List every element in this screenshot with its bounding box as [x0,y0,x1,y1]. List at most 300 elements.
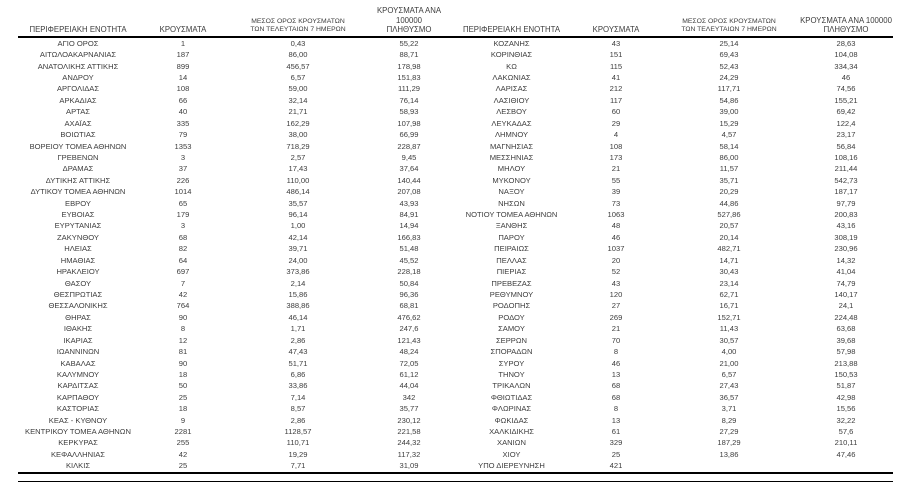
value-cell: 41 [611,72,621,82]
value-cell: 64 [178,255,188,265]
region-name-cell: ΡΕΘΥΜΝΟΥ [489,289,534,299]
region-name-cell: ΠΑΡΟΥ [498,232,525,242]
region-name-cell: ΚΕΑΣ - ΚΥΘΝΟΥ [48,415,108,425]
region-name-cell: ΦΩΚΙΔΑΣ [494,415,529,425]
value-cell: 150,53 [834,369,858,379]
value-cell: 542,73 [834,175,858,185]
value-cell: 39,68 [836,335,856,345]
header-cases-left-label: ΚΡΟΥΣΜΑΤΑ [159,25,207,34]
header-region-right-label: ΠΕΡΙΦΕΡΕΙΑΚΗ ΕΝΟΤΗΤΑ [462,25,561,34]
region-name-cell: ΘΕΣΣΑΛΟΝΙΚΗΣ [48,301,108,311]
region-name-cell: ΡΟΔΟΥ [498,312,525,322]
value-cell: 308,19 [834,232,858,242]
value-cell: 110,71 [286,438,310,448]
region-name-cell: ΣΕΡΡΩΝ [495,335,528,345]
value-cell: 28,63 [836,38,856,48]
value-cell: 46,14 [288,312,308,322]
value-cell: 56,84 [836,141,856,151]
value-cell: 84,91 [399,210,419,220]
value-cell: 40 [178,107,188,117]
value-cell: 86,00 [288,50,308,60]
value-cell: 25 [611,449,621,459]
region-name-cell: ΓΡΕΒΕΝΩΝ [57,152,99,162]
value-cell: 1,71 [290,324,306,334]
value-cell: 247,6 [399,324,419,334]
value-cell: 35,71 [719,175,739,185]
value-cell: 8 [613,347,619,357]
value-cell: 52,43 [719,61,739,71]
region-name-cell: ΛΗΜΝΟΥ [494,130,529,140]
region-name-cell: ΖΑΚΥΝΘΟΥ [57,232,99,242]
header-per100k-left-line2: ΠΛΗΘΥΣΜΟ [386,25,432,34]
value-cell: 4,00 [721,347,737,357]
value-cell: 230,12 [397,415,421,425]
value-cell: 42,14 [288,232,308,242]
region-name-cell: ΑΝΑΤΟΛΙΚΗΣ ΑΤΤΙΚΗΣ [37,61,119,71]
value-cell: 8 [613,404,619,414]
value-cell: 0,43 [290,38,306,48]
value-cell: 47,46 [836,449,856,459]
value-cell: 66,99 [399,130,419,140]
value-cell: 74,79 [836,278,856,288]
region-name-cell: ΗΛΕΙΑΣ [64,244,92,254]
value-cell: 27,29 [719,427,739,437]
region-name-cell: ΝΟΤΙΟΥ ΤΟΜΕΑ ΑΘΗΝΩΝ [465,210,558,220]
value-cell: 1063 [607,210,625,220]
value-cell: 35,57 [288,198,308,208]
value-cell: 200,83 [834,210,858,220]
value-cell: 82 [178,244,188,254]
value-cell: 13 [611,369,621,379]
value-cell: 1353 [174,141,192,151]
region-name-cell: ΣΥΡΟΥ [498,358,525,368]
value-cell: 54,86 [719,95,739,105]
value-cell: 15,29 [719,118,739,128]
value-cell: 8,29 [721,415,737,425]
value-cell: 13 [611,415,621,425]
region-name-cell: ΗΜΑΘΙΑΣ [60,255,96,265]
value-cell: 228,87 [397,141,421,151]
value-cell: 46 [611,358,621,368]
header-region-right [450,6,573,35]
value-cell: 46 [841,72,851,82]
region-name-cell: ΙΘΑΚΗΣ [63,324,93,334]
value-cell: 69,42 [836,107,856,117]
value-cell: 456,57 [286,61,310,71]
value-cell: 21 [611,164,621,174]
header-avg7-right [659,6,799,35]
region-name-cell: ΚΑΣΤΟΡΙΑΣ [56,404,100,414]
region-name-cell: ΡΟΔΟΠΗΣ [492,301,531,311]
value-cell: 37,64 [399,164,419,174]
header-cases-right-label: ΚΡΟΥΣΜΑΤΑ [592,25,640,34]
value-cell: 19,29 [288,449,308,459]
region-name-cell: ΙΚΑΡΙΑΣ [63,335,93,345]
value-cell: 2,86 [290,415,306,425]
region-name-cell: ΚΕΝΤΡΙΚΟΥ ΤΟΜΕΑ ΑΘΗΝΩΝ [25,427,131,437]
value-cell: 44,86 [719,198,739,208]
value-cell: 9,45 [401,152,417,162]
region-name-cell: ΚΩ [506,61,517,71]
value-cell: 11,43 [719,324,739,334]
value-cell: 255 [176,438,190,448]
value-cell: 57,6 [838,427,854,437]
value-cell: 111,29 [397,84,421,94]
value-cell: 482,71 [717,244,741,254]
value-cell: 213,88 [834,358,858,368]
value-cell: 187 [176,50,190,60]
region-name-cell: ΚΑΒΑΛΑΣ [60,358,96,368]
value-cell: 151,83 [397,72,421,82]
value-cell: 3 [180,221,186,231]
value-cell: 17,43 [288,164,308,174]
value-cell: 14,32 [836,255,856,265]
value-cell: 226 [176,175,190,185]
value-cell: 476,62 [397,312,421,322]
value-cell: 27 [611,301,621,311]
value-cell: 230,96 [834,244,858,254]
region-name-cell: ΕΒΡΟΥ [65,198,91,208]
value-cell: 24,00 [288,255,308,265]
value-cell: 88,71 [399,50,419,60]
value-cell: 2281 [174,427,192,437]
header-avg7-right-line2: ΤΩΝ ΤΕΛΕΥΤΑΙΩΝ 7 ΗΜΕΡΩΝ [681,26,777,33]
value-cell: 24,29 [719,72,739,82]
value-cell: 21,00 [719,358,739,368]
value-cell: 14,94 [399,221,419,231]
value-cell: 3 [180,152,186,162]
bottom-rule [18,481,893,482]
value-cell: 527,86 [717,210,741,220]
region-name-cell: ΠΕΙΡΑΙΩΣ [494,244,529,254]
value-cell: 335 [176,118,190,128]
header-per100k-right [799,6,893,35]
value-cell: 110,00 [286,175,310,185]
value-cell: 81 [178,347,188,357]
header-region-left-label: ΠΕΡΙΦΕΡΕΙΑΚΗ ΕΝΟΤΗΤΑ [29,25,127,34]
value-cell: 122,4 [836,118,856,128]
value-cell: 178,98 [397,61,421,71]
value-cell: 63,68 [836,324,856,334]
value-cell: 718,29 [286,141,310,151]
region-name-cell: ΜΑΓΝΗΣΙΑΣ [489,141,534,151]
value-cell: 15,56 [836,404,856,414]
value-cell: 44,04 [399,381,419,391]
value-cell: 108 [176,84,190,94]
header-avg7-left-line1: ΜΕΣΟΣ ΟΡΟΣ ΚΡΟΥΣΜΑΤΩΝ [251,17,345,25]
value-cell: 120 [609,289,623,299]
value-cell: 51,87 [836,381,856,391]
value-cell: 18 [178,369,188,379]
region-name-cell: ΤΗΝΟΥ [498,369,525,379]
region-name-cell: ΛΑΚΩΝΙΑΣ [492,72,531,82]
value-cell: 45,52 [399,255,419,265]
value-cell: 61 [611,427,621,437]
region-name-cell: ΣΑΜΟΥ [498,324,525,334]
value-cell: 43,16 [836,221,856,231]
value-cell: 23,17 [836,130,856,140]
value-cell: 42 [178,289,188,299]
value-cell: 7 [180,278,186,288]
value-cell: 23,14 [719,278,739,288]
value-cell: 224,48 [834,312,858,322]
value-cell: 32,14 [288,95,308,105]
value-cell: 329 [609,438,623,448]
region-name-cell: ΜΕΣΣΗΝΙΑΣ [489,152,534,162]
header-avg7-right-line1: ΜΕΣΟΣ ΟΡΟΣ ΚΡΟΥΣΜΑΤΩΝ [682,17,776,25]
value-cell: 151 [609,50,623,60]
value-cell: 69,43 [719,50,739,60]
value-cell: 55 [611,175,621,185]
value-cell: 15,86 [288,289,308,299]
value-cell: 20 [611,255,621,265]
region-name-cell: ΛΕΣΒΟΥ [496,107,527,117]
region-name-cell: ΣΠΟΡΑΔΩΝ [490,347,533,357]
value-cell: 2,57 [290,152,306,162]
value-cell: 4,57 [721,130,737,140]
header-cases-right [573,6,659,35]
header-avg7-left-line2: ΤΩΝ ΤΕΛΕΥΤΑΙΩΝ 7 ΗΜΕΡΩΝ [250,26,346,33]
value-cell: 38,00 [288,130,308,140]
value-cell: 8 [180,324,186,334]
value-cell: 20,29 [719,187,739,197]
region-name-cell: ΧΙΟΥ [502,449,521,459]
region-name-cell: ΧΑΛΚΙΔΙΚΗΣ [489,427,534,437]
value-cell: 899 [176,61,190,71]
value-cell: 14,71 [719,255,739,265]
value-cell: 43 [611,278,621,288]
region-name-cell: ΚΕΦΑΛΛΗΝΙΑΣ [50,449,106,459]
value-cell [659,460,799,471]
region-name-cell: ΕΥΡΥΤΑΝΙΑΣ [54,221,102,231]
value-cell: 179 [176,210,190,220]
value-cell: 57,98 [836,347,856,357]
value-cell: 41,04 [836,267,856,277]
value-cell: 58,14 [719,141,739,151]
region-name-cell: ΑΡΓΟΛΙΔΑΣ [56,84,100,94]
region-name-cell: ΚΟΡΙΝΘΙΑΣ [490,50,533,60]
value-cell: 104,08 [834,50,858,60]
value-cell: 1,00 [290,221,306,231]
region-name-cell: ΜΥΚΟΝΟΥ [492,175,531,185]
region-name-cell: ΠΡΕΒΕΖΑΣ [491,278,532,288]
header-cases-left [138,6,228,35]
region-name-cell: ΛΑΡΙΣΑΣ [495,84,528,94]
value-cell: 59,00 [288,84,308,94]
region-name-cell: ΔΡΑΜΑΣ [62,164,94,174]
region-name-cell: ΑΡΤΑΣ [66,107,90,117]
value-cell: 68 [611,381,621,391]
value-cell: 108,16 [834,152,858,162]
value-cell: 51,48 [399,244,419,254]
region-name-cell: ΛΕΥΚΑΔΑΣ [491,118,532,128]
value-cell: 388,86 [286,301,310,311]
header-per100k-left-line1: ΚΡΟΥΣΜΑΤΑ ΑΝΑ 100000 [376,6,442,25]
value-cell: 32,22 [836,415,856,425]
value-cell: 334,34 [834,61,858,71]
value-cell: 155,21 [834,95,858,105]
value-cell: 48,24 [399,347,419,357]
region-name-cell: ΙΩΑΝΝΙΝΩΝ [56,347,100,357]
value-cell: 50 [178,381,188,391]
value-cell: 90 [178,312,188,322]
value-cell: 9 [180,415,186,425]
value-cell: 65 [178,198,188,208]
region-name-cell: ΤΡΙΚΑΛΩΝ [492,381,531,391]
value-cell: 152,71 [717,312,741,322]
value-cell: 244,32 [397,438,421,448]
value-cell: 12 [178,335,188,345]
region-name-cell: ΚΑΡΠΑΘΟΥ [56,392,100,402]
value-cell: 342 [402,392,416,402]
region-name-cell: ΠΙΕΡΙΑΣ [496,267,527,277]
value-cell: 43 [611,38,621,48]
value-cell: 2,14 [290,278,306,288]
value-cell: 18 [178,404,188,414]
region-name-cell: ΝΑΞΟΥ [498,187,525,197]
value-cell: 68,81 [399,301,419,311]
region-name-cell: ΞΑΝΘΗΣ [495,221,528,231]
value-cell: 108 [609,141,623,151]
value-cell: 51,71 [288,358,308,368]
region-name-cell: ΥΠΟ ΔΙΕΡΕΥΝΗΣΗ [478,461,545,471]
value-cell: 46 [611,232,621,242]
region-name-cell: ΝΗΣΩΝ [498,198,525,208]
region-name-cell: ΚΕΡΚΥΡΑΣ [58,438,98,448]
value-cell: 43,93 [399,198,419,208]
header-per100k-right-line1: ΚΡΟΥΣΜΑΤΑ ΑΝΑ 100000 [800,15,892,25]
value-cell: 61,12 [399,369,419,379]
region-name-cell: ΑΓΙΟ ΟΡΟΣ [57,38,99,48]
value-cell: 373,86 [286,267,310,277]
value-cell: 96,14 [288,210,308,220]
value-cell: 1 [180,38,186,48]
value-cell: 211,44 [834,164,858,174]
region-name-cell: ΑΝΔΡΟΥ [62,72,94,82]
value-cell: 14 [178,72,188,82]
value-cell: 33,86 [288,381,308,391]
value-cell: 96,36 [399,289,419,299]
region-name-cell: ΚΟΖΑΝΗΣ [493,38,530,48]
region-name-cell: ΑΧΑΪΑΣ [64,118,92,128]
value-cell: 52 [611,267,621,277]
value-cell: 66 [178,95,188,105]
value-cell: 697 [176,267,190,277]
value-cell: 25,14 [719,38,739,48]
value-cell: 73 [611,198,621,208]
value-cell: 97,79 [836,198,856,208]
region-name-cell: ΧΑΝΙΩΝ [497,438,526,448]
value-cell: 6,57 [721,369,737,379]
value-cell: 74,56 [836,84,856,94]
value-cell: 764 [176,301,190,311]
region-name-cell: ΑΙΤΩΛΟΑΚΑΡΝΑΝΙΑΣ [39,50,117,60]
table-body [18,38,893,474]
value-cell: 221,58 [397,427,421,437]
region-name-cell: ΦΛΩΡΙΝΑΣ [491,404,532,414]
value-cell: 162,29 [286,118,310,128]
value-cell: 107,98 [397,118,421,128]
region-name-cell: ΒΟΙΩΤΙΑΣ [60,130,96,140]
region-name-cell: ΜΗΛΟΥ [497,164,526,174]
value-cell: 20,14 [719,232,739,242]
value-cell: 68 [611,392,621,402]
value-cell: 30,43 [719,267,739,277]
value-cell: 16,71 [719,301,739,311]
value-cell: 13,86 [719,449,739,459]
value-cell: 29 [611,118,621,128]
value-cell: 27,43 [719,381,739,391]
header-per100k-left [368,6,450,35]
value-cell: 21,71 [288,107,308,117]
table-header-row [18,6,893,38]
value-cell: 7,71 [290,461,306,471]
value-cell: 4 [613,130,619,140]
value-cell: 212 [609,84,623,94]
value-cell: 55,22 [399,38,419,48]
value-cell: 35,77 [399,404,419,414]
header-per100k-right-line2: ΠΛΗΘΥΣΜΟ [823,25,869,34]
region-name-cell: ΚΙΛΚΙΣ [65,461,91,471]
value-cell: 76,14 [399,95,419,105]
region-name-cell: ΘΑΣΟΥ [64,278,92,288]
value-cell: 1014 [174,187,192,197]
value-cell: 115 [609,61,623,71]
value-cell: 25 [178,461,188,471]
value-cell: 72,05 [399,358,419,368]
value-cell: 173 [609,152,623,162]
region-name-cell: ΔΥΤΙΚΟΥ ΤΟΜΕΑ ΑΘΗΝΩΝ [30,187,126,197]
value-cell: 70 [611,335,621,345]
value-cell: 117,32 [397,449,421,459]
value-cell: 166,83 [397,232,421,242]
region-name-cell: ΦΘΙΩΤΙΔΑΣ [490,392,533,402]
value-cell: 25 [178,392,188,402]
region-name-cell: ΚΑΛΥΜΝΟΥ [56,369,100,379]
value-cell: 228,18 [397,267,421,277]
value-cell: 58,93 [399,107,419,117]
value-cell: 47,43 [288,347,308,357]
value-cell: 50,84 [399,278,419,288]
value-cell: 11,57 [719,164,739,174]
value-cell: 140,44 [397,175,421,185]
value-cell: 20,57 [719,221,739,231]
value-cell: 1128,57 [284,427,312,437]
value-cell: 3,71 [721,404,737,414]
value-cell: 140,17 [834,289,858,299]
value-cell: 68 [178,232,188,242]
value-cell: 1037 [607,244,625,254]
region-name-cell: ΠΕΛΛΑΣ [496,255,527,265]
value-cell: 207,08 [397,187,421,197]
value-cell: 90 [178,358,188,368]
value-cell: 486,14 [286,187,310,197]
value-cell: 187,17 [834,187,858,197]
value-cell: 39 [611,187,621,197]
region-name-cell: ΚΑΡΔΙΤΣΑΣ [57,381,99,391]
value-cell: 48 [611,221,621,231]
value-cell: 187,29 [717,438,741,448]
region-name-cell: ΘΗΡΑΣ [65,312,91,322]
value-cell: 30,57 [719,335,739,345]
value-cell: 60 [611,107,621,117]
value-cell: 37 [178,164,188,174]
value-cell: 42,98 [836,392,856,402]
header-region-left [18,6,138,35]
value-cell: 62,71 [719,289,739,299]
value-cell: 79 [178,130,188,140]
value-cell: 6,57 [290,72,306,82]
